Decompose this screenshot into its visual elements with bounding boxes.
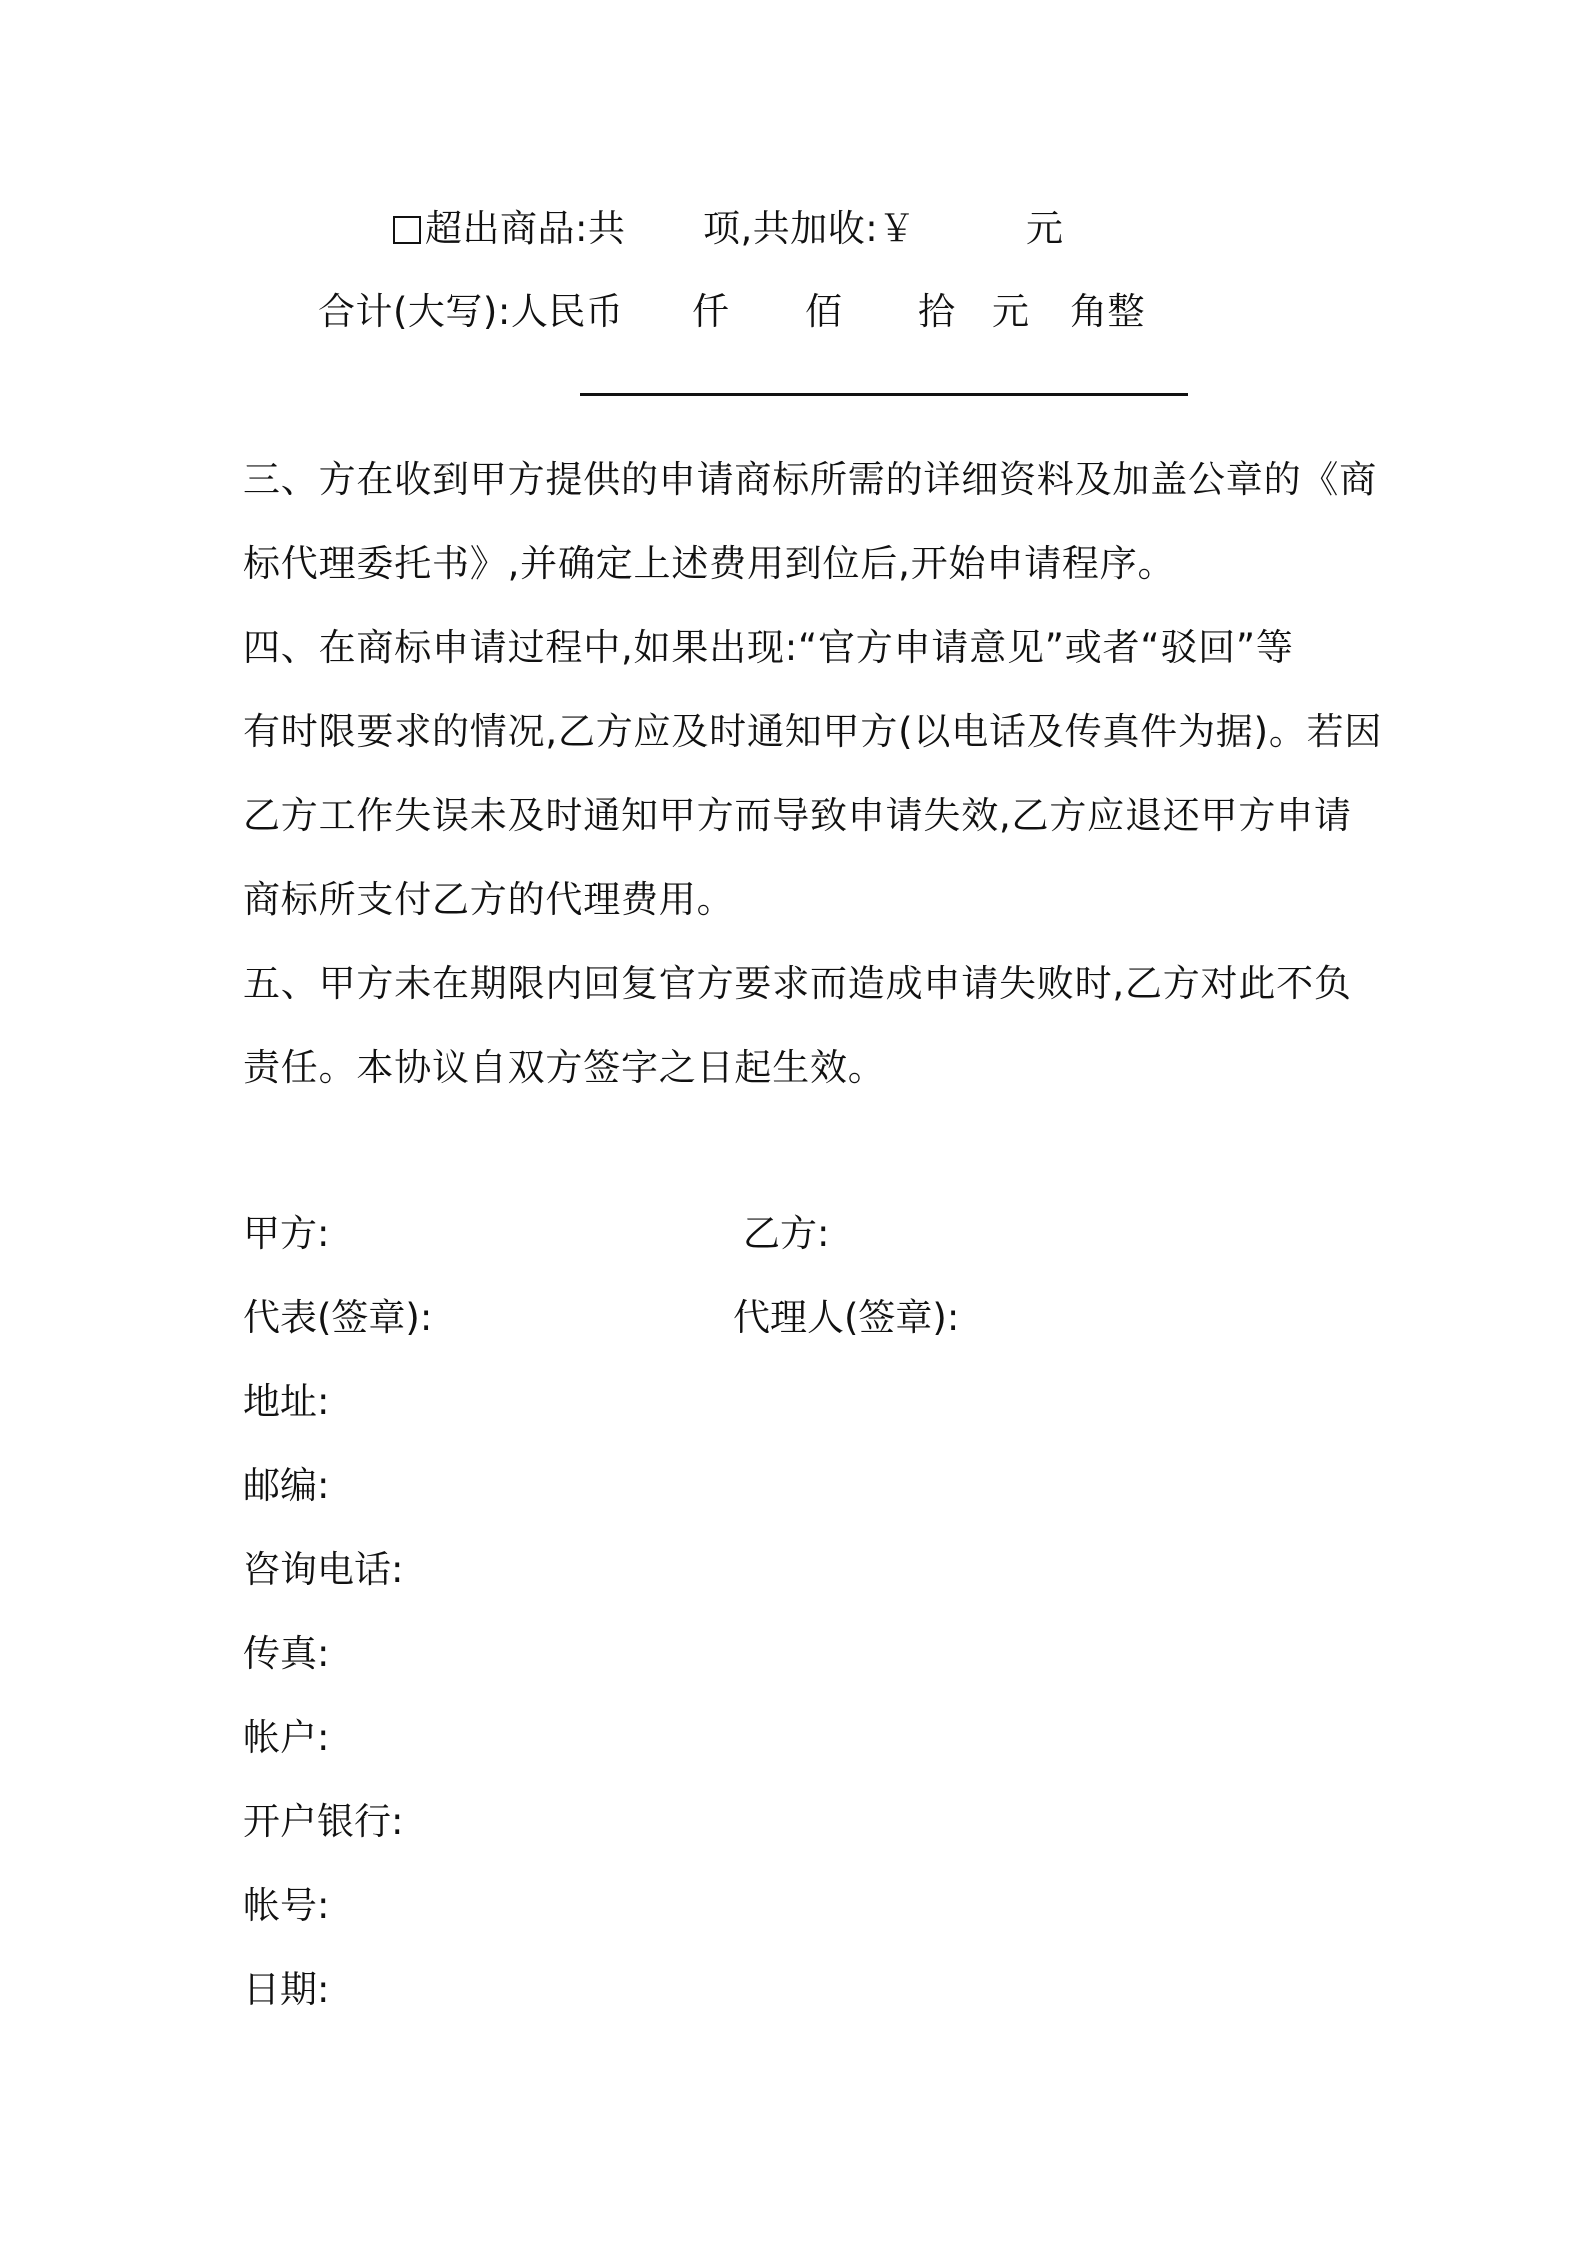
- extra-goods-item-unit: 项,共加收:￥: [703, 207, 916, 250]
- total-jiao-unit: 角整: [1070, 290, 1145, 333]
- representative-label: 代表(签章):: [243, 1296, 433, 1339]
- clause-three: [243, 438, 1377, 606]
- total-label: 合计(大写):人民币: [318, 290, 624, 333]
- account-number-label: 帐号:: [243, 1884, 330, 1927]
- clause-five: [243, 942, 1353, 1110]
- address-label: 地址:: [243, 1380, 330, 1423]
- postcode-label: 邮编:: [243, 1464, 330, 1507]
- clause-five-row: 五、甲方未在期限内回复官方要求而造成申请失败时,乙方对此不负: [243, 962, 1352, 1005]
- bank-label: 开户银行:: [243, 1800, 404, 1843]
- total-thousand-unit: 仟: [692, 290, 730, 333]
- phone-label: 咨询电话:: [243, 1548, 404, 1591]
- fax-label: 传真:: [243, 1632, 330, 1675]
- clause-three-row: 三、方在收到甲方提供的申请商标所需的详细资料及加盖公章的《商: [243, 458, 1377, 501]
- clause-four-row: 四、在商标申请过程中,如果出现:“官方申请意见”或者“驳回”等: [243, 626, 1294, 669]
- clause-four-row: 商标所支付乙方的代理费用。: [243, 878, 735, 921]
- agent-label: 代理人(签章):: [733, 1296, 960, 1339]
- extra-goods-checkbox[interactable]: [393, 216, 421, 244]
- total-hundred-unit: 佰: [805, 290, 843, 333]
- amount-underline: [580, 393, 1188, 396]
- clause-three-row: 标代理委托书》,并确定上述费用到位后,开始申请程序。: [243, 542, 1176, 585]
- total-yuan-unit: 元: [992, 290, 1030, 333]
- clause-four-row: 乙方工作失误未及时通知甲方而导致申请失效,乙方应退还甲方申请: [243, 794, 1352, 837]
- clause-four-row: 有时限要求的情况,乙方应及时通知甲方(以电话及传真件为据)。若因: [243, 710, 1383, 753]
- party-b-label: 乙方:: [743, 1212, 830, 1255]
- party-a-label: 甲方:: [243, 1212, 330, 1255]
- extra-goods-currency-unit: 元: [1026, 207, 1064, 250]
- clause-four: [243, 606, 1383, 942]
- total-ten-unit: 拾: [918, 290, 956, 333]
- extra-goods-label: 超出商品:共: [425, 207, 626, 250]
- extra-goods-checkbox-group[interactable]: [393, 205, 625, 253]
- clause-five-row: 责任。本协议自双方签字之日起生效。: [243, 1046, 886, 1089]
- date-label: 日期:: [243, 1968, 330, 2011]
- account-holder-label: 帐户:: [243, 1716, 330, 1759]
